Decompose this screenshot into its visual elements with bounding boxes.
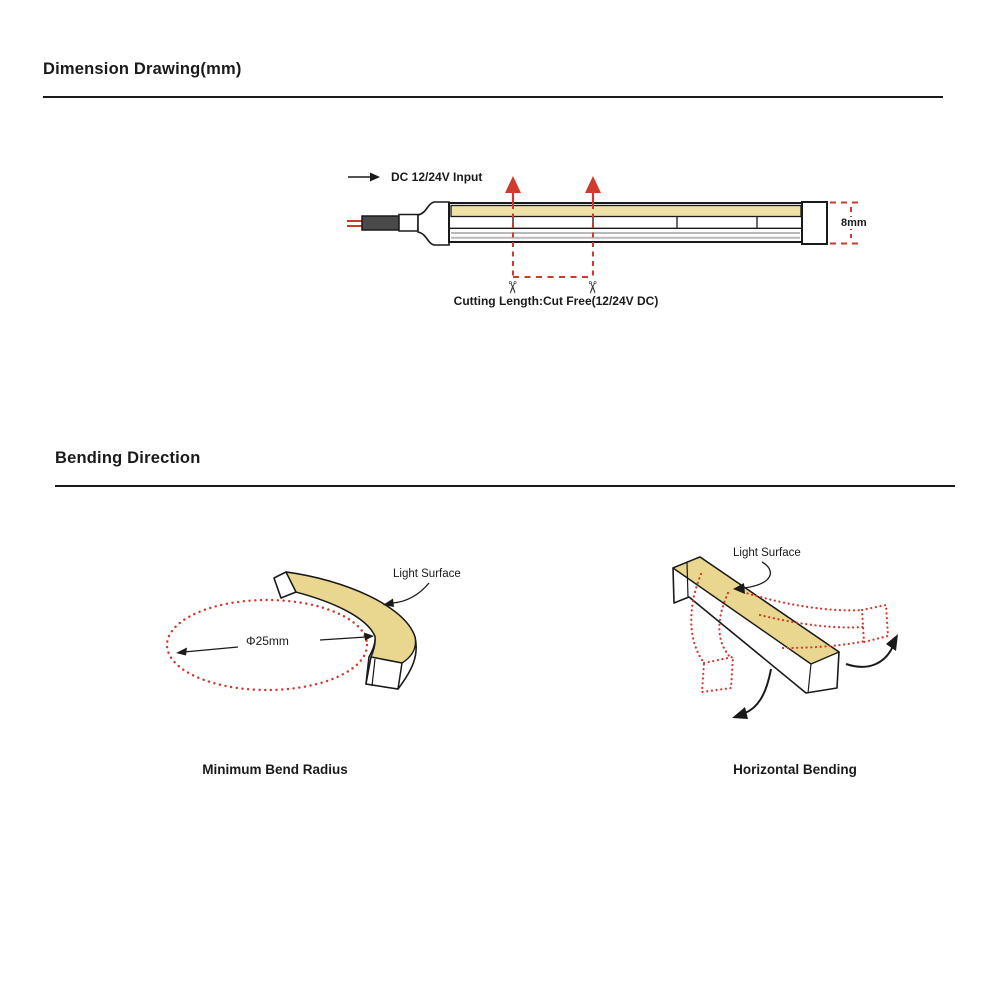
- connector-funnel: [418, 202, 449, 245]
- dimension-section-title: Dimension Drawing(mm): [43, 60, 242, 78]
- surface-leader-left: [393, 583, 429, 603]
- bend-arrow-left-head: [732, 707, 748, 719]
- bend-arrow-right-line: [846, 646, 893, 667]
- bent-left-end-cap: [702, 657, 733, 692]
- min-bend-caption: Minimum Bend Radius: [202, 762, 348, 777]
- strip-light-surface-band: [451, 206, 801, 217]
- strip-end-cap: [802, 202, 827, 244]
- curved-strip-light-surface: [286, 572, 415, 663]
- cutting-length-note: Cutting Length:Cut Free(12/24V DC): [453, 294, 659, 308]
- bending-section-rule: [55, 485, 955, 487]
- light-surface-label-right: Light Surface: [733, 547, 801, 559]
- scissors-icon: ✂: [502, 280, 522, 295]
- cut-arrow-head-2: [585, 176, 601, 193]
- diameter-arrow-right-line: [320, 637, 366, 640]
- diameter-arrow-left-line: [184, 647, 238, 652]
- scissors-icon: ✂: [582, 280, 602, 295]
- cable-sleeve: [362, 216, 399, 230]
- min-bend-diagram: [167, 572, 429, 690]
- dimension-section-rule: [43, 96, 943, 98]
- connector-neck: [399, 215, 418, 232]
- input-arrow-head: [370, 173, 380, 182]
- diameter-label: Φ25mm: [246, 634, 289, 648]
- curved-strip-end-cap: [366, 657, 402, 689]
- strip-diagram: [347, 173, 858, 278]
- bending-section-title: Bending Direction: [55, 449, 201, 467]
- diameter-arrow-left-head: [176, 648, 187, 656]
- horizontal-bending-caption: Horizontal Bending: [733, 762, 857, 777]
- diameter-arrow-right-head: [364, 633, 374, 641]
- surface-leader-right: [744, 562, 770, 588]
- cut-arrow-head-1: [505, 176, 521, 193]
- height-dimension-label: 8mm: [841, 217, 867, 229]
- dc-input-label: DC 12/24V Input: [391, 170, 483, 184]
- bend-arrow-left-line: [745, 669, 771, 713]
- horizontal-bending-diagram: [673, 557, 898, 719]
- light-surface-label-left: Light Surface: [393, 568, 461, 580]
- bent-right-end-cap: [862, 605, 888, 642]
